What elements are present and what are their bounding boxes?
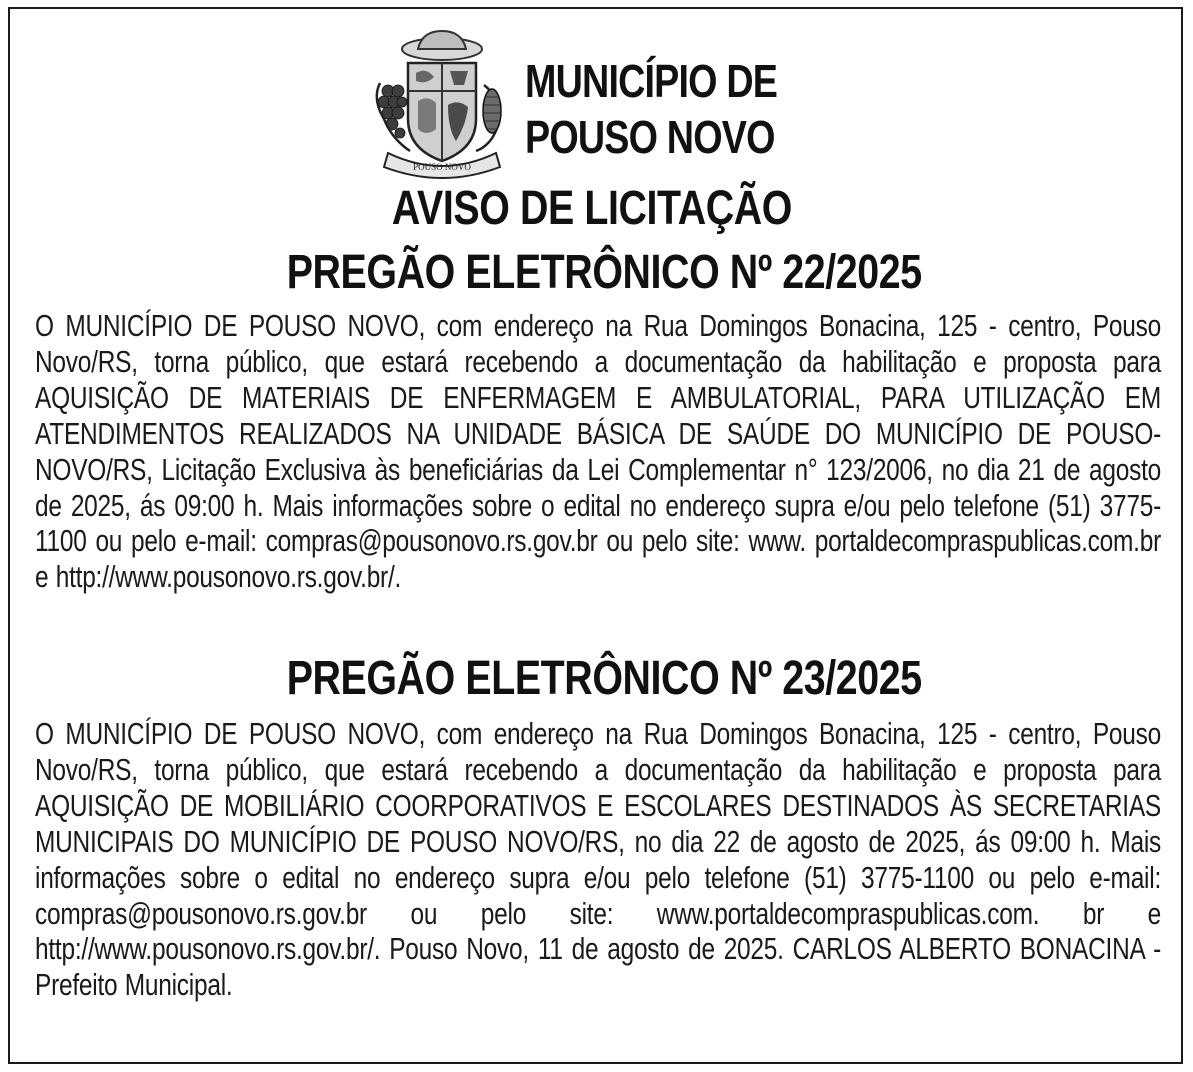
municipality-line-2: POUSO NOVO [525, 111, 775, 163]
coat-of-arms-icon [366, 29, 516, 179]
section-heading-text: PREGÃO ELETRÔNICO Nº 22/2025 [286, 246, 923, 299]
notice-title [10, 181, 1181, 237]
notice-title-text: AVISO DE LICITAÇÃO [391, 182, 792, 235]
section-heading-pregao-23 [10, 651, 1181, 707]
municipality-name [525, 53, 777, 165]
municipality-line-1: MUNICÍPIO DE [525, 55, 778, 107]
section-body-pregao-23: O MUNICÍPIO DE POUSO NOVO, com endereço na Rua Domingos Bonacina, 125 - centro, Pouso Novo/RS, torna público, que estará recebendo a documentação da habilitação e proposta para AQUISIÇÃO DE MOBILIÁRIO COORPORATIVOS E ESCOLARES DESTINADOS ÀS SECRETARIAS MUNICIPAIS DO MUNICÍPIO DE POUSO NOVO/RS, no dia 22 de agosto de 2025, ás 09:00 h. Mais informações sobre o edital no endereço supra e/ou pelo telefone (51) 3775-1100 ou pelo e-mail: compras@pousonovo.rs.gov.br ou pelo site: www.portaldecompraspublicas.com. br e http://www.pousonovo.rs.gov.br/. Pouso Novo, 11 de agosto de 2025. CARLOS ALBERTO BONACINA - Prefeito Municipal. [35, 717, 1162, 1003]
crest-ribbon-label: POUSO NOVO [413, 162, 471, 172]
notice-frame [8, 7, 1183, 1064]
section-heading-pregao-22 [10, 245, 1181, 301]
notice-header [10, 23, 1181, 173]
section-body-pregao-22: O MUNICÍPIO DE POUSO NOVO, com endereço na Rua Domingos Bonacina, 125 - centro, Pouso Novo/RS, torna público, que estará recebendo a documentação da habilitação e proposta para AQUISIÇÃO DE MATERIAIS DE ENFERMAGEM E AMBULATORIAL, PARA UTILIZAÇÃO EM ATENDIMENTOS REALIZADOS NA UNIDADE BÁSICA DE SAÚDE DO MUNICÍPIO DE POUSO-NOVO/RS, Licitação Exclusiva às beneficiárias da Lei Complementar n° 123/2006, no dia 21 de agosto de 2025, ás 09:00 h. Mais informações sobre o edital no endereço supra e/ou pelo telefone (51) 3775-1100 ou pelo e-mail: compras@pousonovo.rs.gov.br ou pelo site: www. portaldecompraspublicas.com.br e http://www.pousonovo.rs.gov.br/. [35, 309, 1162, 595]
section-heading-text: PREGÃO ELETRÔNICO Nº 23/2025 [286, 652, 923, 705]
